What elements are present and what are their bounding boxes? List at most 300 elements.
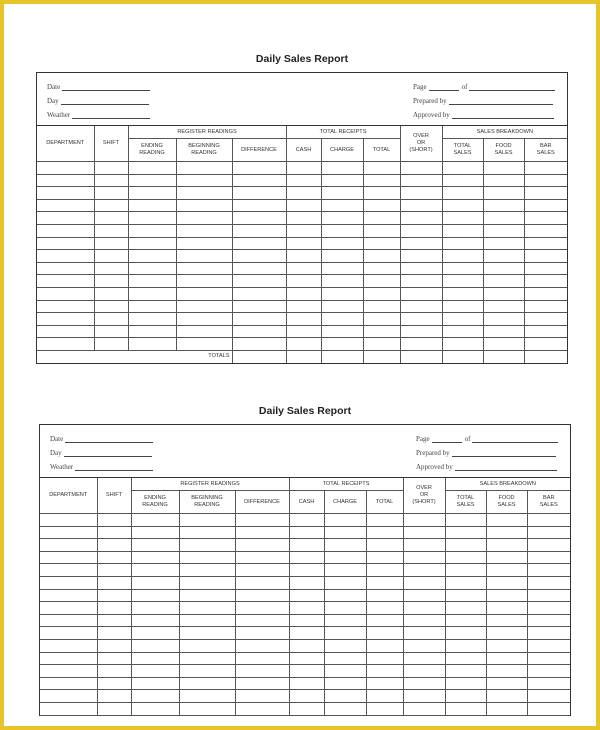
totals-cell[interactable]	[483, 350, 524, 362]
table-cell[interactable]	[235, 602, 289, 615]
table-cell[interactable]	[400, 212, 442, 225]
table-cell[interactable]	[235, 539, 289, 552]
table-cell[interactable]	[403, 702, 445, 715]
totals-cell[interactable]	[524, 350, 567, 362]
table-cell[interactable]	[131, 690, 179, 703]
table-cell[interactable]	[179, 589, 235, 602]
table-cell[interactable]	[400, 237, 442, 250]
table-cell[interactable]	[37, 338, 94, 351]
table-cell[interactable]	[37, 199, 94, 212]
table-cell[interactable]	[40, 526, 97, 539]
day-field[interactable]	[47, 97, 149, 105]
table-cell[interactable]	[179, 677, 235, 690]
table-cell[interactable]	[37, 250, 94, 263]
table-cell[interactable]	[37, 174, 94, 187]
table-cell[interactable]	[97, 690, 131, 703]
table-cell[interactable]	[524, 199, 567, 212]
table-cell[interactable]	[524, 237, 567, 250]
approved-field[interactable]	[413, 111, 554, 119]
table-cell[interactable]	[97, 614, 131, 627]
table-cell[interactable]	[442, 199, 483, 212]
table-cell[interactable]	[363, 313, 400, 326]
table-cell[interactable]	[442, 313, 483, 326]
table-cell[interactable]	[179, 602, 235, 615]
table-cell[interactable]	[527, 539, 570, 552]
table-cell[interactable]	[289, 665, 324, 678]
table-cell[interactable]	[40, 589, 97, 602]
table-cell[interactable]	[527, 614, 570, 627]
table-cell[interactable]	[97, 652, 131, 665]
table-cell[interactable]	[366, 514, 403, 527]
table-cell[interactable]	[366, 652, 403, 665]
table-cell[interactable]	[366, 576, 403, 589]
table-cell[interactable]	[289, 551, 324, 564]
table-cell[interactable]	[445, 526, 486, 539]
table-cell[interactable]	[321, 199, 363, 212]
table-cell[interactable]	[403, 602, 445, 615]
table-cell[interactable]	[97, 665, 131, 678]
table-cell[interactable]	[400, 174, 442, 187]
table-cell[interactable]	[445, 576, 486, 589]
table-cell[interactable]	[442, 287, 483, 300]
table-cell[interactable]	[97, 576, 131, 589]
table-cell[interactable]	[40, 602, 97, 615]
table-cell[interactable]	[289, 627, 324, 640]
table-cell[interactable]	[445, 602, 486, 615]
table-cell[interactable]	[442, 325, 483, 338]
table-cell[interactable]	[235, 702, 289, 715]
table-cell[interactable]	[235, 576, 289, 589]
table-cell[interactable]	[321, 187, 363, 200]
table-cell[interactable]	[176, 313, 232, 326]
table-cell[interactable]	[483, 237, 524, 250]
table-cell[interactable]	[94, 287, 128, 300]
table-cell[interactable]	[524, 275, 567, 288]
table-cell[interactable]	[176, 262, 232, 275]
table-cell[interactable]	[524, 212, 567, 225]
table-cell[interactable]	[232, 300, 286, 313]
table-cell[interactable]	[37, 275, 94, 288]
table-cell[interactable]	[128, 174, 176, 187]
table-cell[interactable]	[97, 627, 131, 640]
table-cell[interactable]	[403, 652, 445, 665]
table-cell[interactable]	[232, 325, 286, 338]
table-cell[interactable]	[403, 526, 445, 539]
table-cell[interactable]	[179, 526, 235, 539]
table-cell[interactable]	[97, 677, 131, 690]
table-cell[interactable]	[524, 338, 567, 351]
table-cell[interactable]	[232, 224, 286, 237]
table-cell[interactable]	[37, 224, 94, 237]
table-cell[interactable]	[524, 313, 567, 326]
table-cell[interactable]	[289, 614, 324, 627]
table-cell[interactable]	[128, 275, 176, 288]
table-cell[interactable]	[483, 224, 524, 237]
table-cell[interactable]	[483, 262, 524, 275]
table-cell[interactable]	[483, 300, 524, 313]
table-cell[interactable]	[286, 325, 321, 338]
table-cell[interactable]	[400, 338, 442, 351]
table-cell[interactable]	[486, 589, 527, 602]
table-cell[interactable]	[176, 174, 232, 187]
table-cell[interactable]	[445, 702, 486, 715]
table-cell[interactable]	[527, 564, 570, 577]
table-cell[interactable]	[442, 212, 483, 225]
table-cell[interactable]	[486, 539, 527, 552]
table-cell[interactable]	[94, 338, 128, 351]
table-cell[interactable]	[176, 212, 232, 225]
table-cell[interactable]	[286, 212, 321, 225]
table-cell[interactable]	[179, 576, 235, 589]
table-cell[interactable]	[524, 325, 567, 338]
table-cell[interactable]	[366, 551, 403, 564]
table-cell[interactable]	[442, 162, 483, 175]
table-cell[interactable]	[128, 313, 176, 326]
table-cell[interactable]	[524, 162, 567, 175]
table-cell[interactable]	[321, 224, 363, 237]
table-cell[interactable]	[445, 639, 486, 652]
table-cell[interactable]	[131, 652, 179, 665]
table-cell[interactable]	[94, 325, 128, 338]
page-field[interactable]	[416, 435, 558, 443]
table-cell[interactable]	[486, 526, 527, 539]
table-cell[interactable]	[527, 589, 570, 602]
table-cell[interactable]	[289, 690, 324, 703]
table-cell[interactable]	[363, 287, 400, 300]
table-cell[interactable]	[321, 250, 363, 263]
table-cell[interactable]	[321, 212, 363, 225]
table-cell[interactable]	[483, 250, 524, 263]
table-cell[interactable]	[128, 224, 176, 237]
table-cell[interactable]	[442, 250, 483, 263]
table-cell[interactable]	[131, 514, 179, 527]
table-cell[interactable]	[131, 526, 179, 539]
table-cell[interactable]	[366, 677, 403, 690]
table-cell[interactable]	[286, 275, 321, 288]
table-cell[interactable]	[131, 576, 179, 589]
table-cell[interactable]	[321, 174, 363, 187]
table-cell[interactable]	[176, 287, 232, 300]
table-cell[interactable]	[286, 162, 321, 175]
table-cell[interactable]	[324, 614, 366, 627]
table-cell[interactable]	[324, 526, 366, 539]
table-cell[interactable]	[235, 639, 289, 652]
table-cell[interactable]	[321, 162, 363, 175]
table-cell[interactable]	[97, 526, 131, 539]
table-cell[interactable]	[527, 677, 570, 690]
table-cell[interactable]	[128, 162, 176, 175]
table-cell[interactable]	[486, 627, 527, 640]
table-cell[interactable]	[324, 576, 366, 589]
table-cell[interactable]	[400, 313, 442, 326]
table-cell[interactable]	[128, 338, 176, 351]
table-cell[interactable]	[40, 564, 97, 577]
table-cell[interactable]	[286, 262, 321, 275]
table-cell[interactable]	[37, 187, 94, 200]
table-cell[interactable]	[37, 262, 94, 275]
table-cell[interactable]	[289, 526, 324, 539]
table-cell[interactable]	[324, 539, 366, 552]
table-cell[interactable]	[400, 325, 442, 338]
table-cell[interactable]	[286, 199, 321, 212]
table-cell[interactable]	[286, 174, 321, 187]
table-cell[interactable]	[483, 287, 524, 300]
table-cell[interactable]	[324, 702, 366, 715]
table-cell[interactable]	[445, 514, 486, 527]
table-cell[interactable]	[94, 262, 128, 275]
table-cell[interactable]	[232, 250, 286, 263]
table-cell[interactable]	[128, 250, 176, 263]
totals-cell[interactable]	[321, 350, 363, 362]
table-cell[interactable]	[94, 174, 128, 187]
table-cell[interactable]	[286, 250, 321, 263]
table-cell[interactable]	[400, 224, 442, 237]
table-cell[interactable]	[179, 514, 235, 527]
table-cell[interactable]	[235, 665, 289, 678]
table-cell[interactable]	[403, 627, 445, 640]
table-cell[interactable]	[363, 250, 400, 263]
table-cell[interactable]	[289, 564, 324, 577]
table-cell[interactable]	[527, 526, 570, 539]
table-cell[interactable]	[324, 602, 366, 615]
table-cell[interactable]	[363, 237, 400, 250]
table-cell[interactable]	[128, 187, 176, 200]
table-cell[interactable]	[131, 539, 179, 552]
table-cell[interactable]	[176, 338, 232, 351]
table-cell[interactable]	[403, 539, 445, 552]
table-cell[interactable]	[324, 665, 366, 678]
table-cell[interactable]	[40, 614, 97, 627]
table-cell[interactable]	[235, 564, 289, 577]
table-cell[interactable]	[94, 275, 128, 288]
table-cell[interactable]	[131, 677, 179, 690]
table-cell[interactable]	[40, 690, 97, 703]
table-cell[interactable]	[94, 237, 128, 250]
table-cell[interactable]	[176, 250, 232, 263]
date-field[interactable]	[47, 83, 150, 91]
table-cell[interactable]	[486, 639, 527, 652]
table-cell[interactable]	[94, 224, 128, 237]
table-cell[interactable]	[442, 338, 483, 351]
table-cell[interactable]	[37, 325, 94, 338]
table-cell[interactable]	[40, 539, 97, 552]
table-cell[interactable]	[527, 652, 570, 665]
table-cell[interactable]	[366, 602, 403, 615]
table-cell[interactable]	[403, 677, 445, 690]
table-cell[interactable]	[286, 287, 321, 300]
table-cell[interactable]	[524, 287, 567, 300]
table-cell[interactable]	[324, 652, 366, 665]
table-cell[interactable]	[128, 199, 176, 212]
table-cell[interactable]	[527, 514, 570, 527]
table-cell[interactable]	[527, 702, 570, 715]
table-cell[interactable]	[366, 589, 403, 602]
table-cell[interactable]	[179, 652, 235, 665]
day-field[interactable]	[50, 449, 152, 457]
table-cell[interactable]	[442, 237, 483, 250]
table-cell[interactable]	[40, 665, 97, 678]
table-cell[interactable]	[289, 639, 324, 652]
table-cell[interactable]	[128, 212, 176, 225]
table-cell[interactable]	[363, 275, 400, 288]
table-cell[interactable]	[128, 287, 176, 300]
table-cell[interactable]	[321, 287, 363, 300]
table-cell[interactable]	[286, 237, 321, 250]
table-cell[interactable]	[235, 652, 289, 665]
table-cell[interactable]	[232, 187, 286, 200]
table-cell[interactable]	[483, 212, 524, 225]
table-cell[interactable]	[486, 514, 527, 527]
table-cell[interactable]	[40, 551, 97, 564]
table-cell[interactable]	[286, 338, 321, 351]
table-cell[interactable]	[321, 237, 363, 250]
table-cell[interactable]	[486, 614, 527, 627]
table-cell[interactable]	[321, 262, 363, 275]
table-cell[interactable]	[232, 162, 286, 175]
table-cell[interactable]	[403, 665, 445, 678]
table-cell[interactable]	[97, 564, 131, 577]
table-cell[interactable]	[486, 690, 527, 703]
table-cell[interactable]	[232, 338, 286, 351]
table-cell[interactable]	[179, 639, 235, 652]
table-cell[interactable]	[97, 514, 131, 527]
table-cell[interactable]	[524, 300, 567, 313]
prepared-field[interactable]	[413, 97, 553, 105]
table-cell[interactable]	[235, 589, 289, 602]
table-cell[interactable]	[232, 174, 286, 187]
table-cell[interactable]	[289, 539, 324, 552]
table-cell[interactable]	[403, 690, 445, 703]
weather-field[interactable]	[50, 463, 153, 471]
table-cell[interactable]	[363, 325, 400, 338]
table-cell[interactable]	[94, 187, 128, 200]
table-cell[interactable]	[445, 690, 486, 703]
table-cell[interactable]	[232, 262, 286, 275]
table-cell[interactable]	[324, 690, 366, 703]
table-cell[interactable]	[235, 627, 289, 640]
table-cell[interactable]	[40, 514, 97, 527]
table-cell[interactable]	[232, 212, 286, 225]
weather-field[interactable]	[47, 111, 150, 119]
table-cell[interactable]	[94, 199, 128, 212]
table-cell[interactable]	[527, 639, 570, 652]
table-cell[interactable]	[400, 262, 442, 275]
table-cell[interactable]	[486, 702, 527, 715]
table-cell[interactable]	[131, 614, 179, 627]
table-cell[interactable]	[40, 639, 97, 652]
table-cell[interactable]	[179, 665, 235, 678]
table-cell[interactable]	[524, 187, 567, 200]
table-cell[interactable]	[289, 652, 324, 665]
table-cell[interactable]	[235, 677, 289, 690]
table-cell[interactable]	[179, 627, 235, 640]
table-cell[interactable]	[97, 539, 131, 552]
table-cell[interactable]	[131, 564, 179, 577]
table-cell[interactable]	[176, 325, 232, 338]
table-cell[interactable]	[363, 199, 400, 212]
totals-cell[interactable]	[232, 350, 286, 362]
table-cell[interactable]	[94, 300, 128, 313]
table-cell[interactable]	[235, 551, 289, 564]
table-cell[interactable]	[131, 702, 179, 715]
table-cell[interactable]	[527, 627, 570, 640]
table-cell[interactable]	[286, 187, 321, 200]
table-cell[interactable]	[179, 690, 235, 703]
table-cell[interactable]	[442, 174, 483, 187]
table-cell[interactable]	[403, 514, 445, 527]
table-cell[interactable]	[403, 589, 445, 602]
table-cell[interactable]	[486, 576, 527, 589]
table-cell[interactable]	[37, 287, 94, 300]
table-cell[interactable]	[366, 702, 403, 715]
table-cell[interactable]	[179, 539, 235, 552]
page-field[interactable]	[413, 83, 555, 91]
table-cell[interactable]	[527, 690, 570, 703]
table-cell[interactable]	[286, 313, 321, 326]
table-cell[interactable]	[400, 187, 442, 200]
table-cell[interactable]	[40, 652, 97, 665]
table-cell[interactable]	[131, 602, 179, 615]
table-cell[interactable]	[486, 652, 527, 665]
table-cell[interactable]	[324, 551, 366, 564]
table-cell[interactable]	[483, 162, 524, 175]
table-cell[interactable]	[286, 224, 321, 237]
table-cell[interactable]	[232, 199, 286, 212]
table-cell[interactable]	[363, 162, 400, 175]
table-cell[interactable]	[363, 338, 400, 351]
table-cell[interactable]	[403, 551, 445, 564]
table-cell[interactable]	[445, 589, 486, 602]
table-cell[interactable]	[363, 187, 400, 200]
table-cell[interactable]	[40, 576, 97, 589]
table-cell[interactable]	[321, 313, 363, 326]
table-cell[interactable]	[445, 539, 486, 552]
table-cell[interactable]	[179, 564, 235, 577]
table-cell[interactable]	[97, 589, 131, 602]
table-cell[interactable]	[524, 224, 567, 237]
table-cell[interactable]	[483, 275, 524, 288]
table-cell[interactable]	[40, 627, 97, 640]
table-cell[interactable]	[363, 212, 400, 225]
table-cell[interactable]	[94, 313, 128, 326]
table-cell[interactable]	[289, 514, 324, 527]
table-cell[interactable]	[442, 187, 483, 200]
table-cell[interactable]	[286, 300, 321, 313]
table-cell[interactable]	[445, 665, 486, 678]
table-cell[interactable]	[483, 187, 524, 200]
table-cell[interactable]	[486, 564, 527, 577]
table-cell[interactable]	[232, 287, 286, 300]
table-cell[interactable]	[97, 639, 131, 652]
prepared-field[interactable]	[416, 449, 556, 457]
table-cell[interactable]	[289, 589, 324, 602]
table-cell[interactable]	[235, 614, 289, 627]
table-cell[interactable]	[400, 275, 442, 288]
table-cell[interactable]	[176, 199, 232, 212]
table-cell[interactable]	[483, 199, 524, 212]
table-cell[interactable]	[445, 564, 486, 577]
table-cell[interactable]	[97, 602, 131, 615]
table-cell[interactable]	[289, 677, 324, 690]
table-cell[interactable]	[131, 589, 179, 602]
table-cell[interactable]	[324, 627, 366, 640]
table-cell[interactable]	[483, 313, 524, 326]
table-cell[interactable]	[40, 702, 97, 715]
table-cell[interactable]	[442, 300, 483, 313]
table-cell[interactable]	[232, 275, 286, 288]
table-cell[interactable]	[445, 614, 486, 627]
table-cell[interactable]	[289, 702, 324, 715]
